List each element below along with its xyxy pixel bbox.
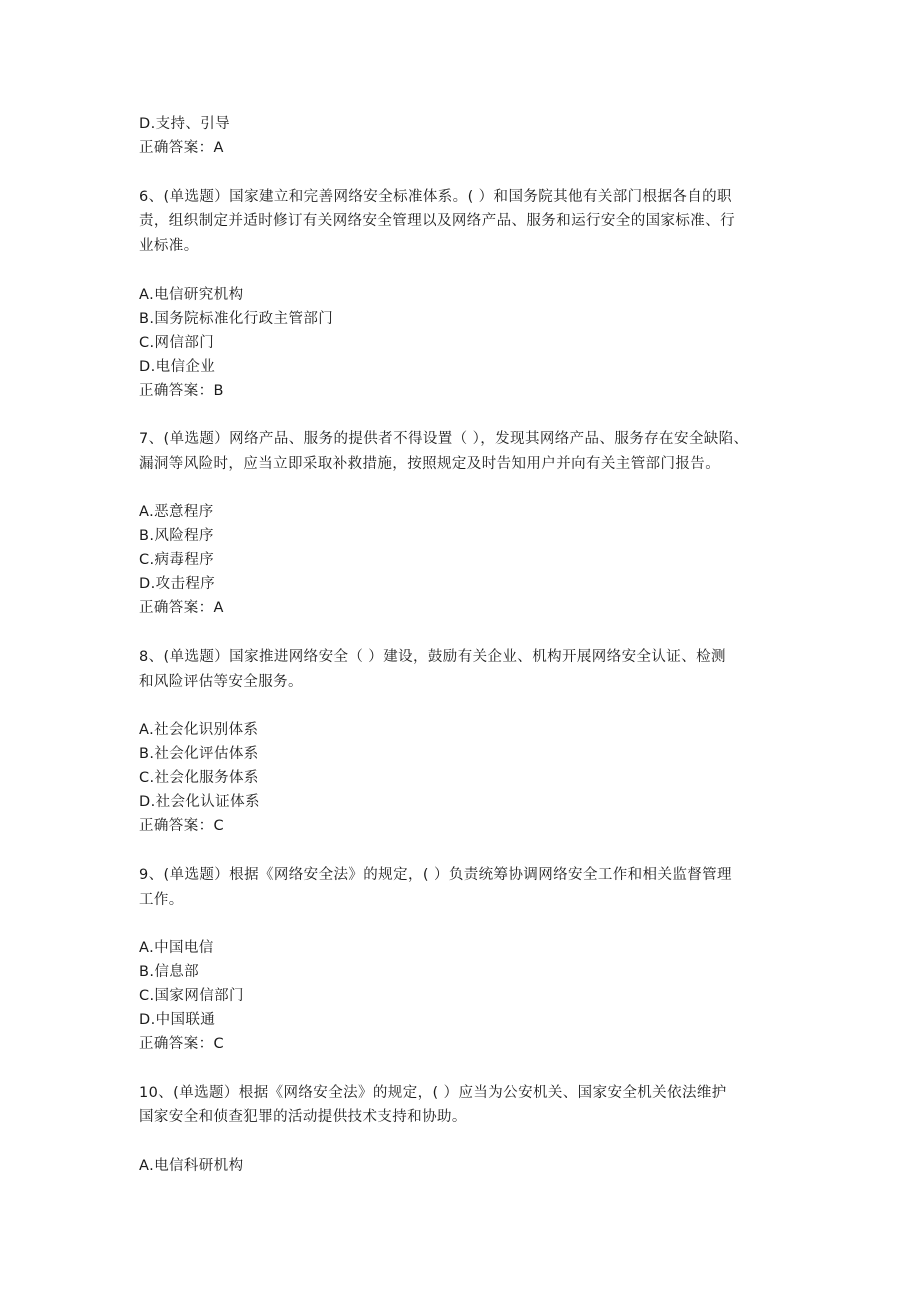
option-c: C.社会化服务体系 [139, 770, 259, 787]
question-text-line: 7、(单选题）网络产品、服务的提供者不得设置（ ），发现其网络产品、服务存在安全缺陷、 [139, 431, 749, 448]
option-b: B.社会化评估体系 [139, 746, 259, 763]
correct-answer: 正确答案：A [139, 140, 224, 156]
correct-answer: 正确答案：C [139, 1036, 225, 1053]
option-a: A.中国电信 [139, 940, 214, 957]
option-b: B.国务院标准化行政主管部门 [139, 310, 334, 327]
question-list [139, 112, 789, 1178]
correct-answer: 正确答案：A [139, 600, 224, 617]
question-block-10 [139, 1081, 789, 1178]
question-block-5-tail [139, 112, 789, 160]
option-c: C.网信部门 [139, 334, 215, 351]
question-text-line: 工作。 [139, 891, 184, 908]
option-b: B.信息部 [139, 964, 200, 981]
question-block-9 [139, 863, 789, 1056]
option-d: D.攻击程序 [139, 576, 216, 593]
option-a: A.社会化识别体系 [139, 722, 259, 739]
question-text-line: 责，组织制定并适时修订有关网络安全管理以及网络产品、服务和运行安全的国家标准、行 [139, 213, 735, 230]
question-text-line: 8、(单选题）国家推进网络安全（ ）建设，鼓励有关企业、机构开展网络安全认证、检测 [139, 648, 726, 665]
option-c: C.国家网信部门 [139, 988, 244, 1005]
option-c: C.病毒程序 [139, 552, 215, 569]
correct-answer: 正确答案：C [139, 818, 225, 835]
option-d: D.电信企业 [139, 358, 216, 375]
question-text-line: 国家安全和侦查犯罪的活动提供技术支持和协助。 [139, 1109, 467, 1126]
question-text-line: 漏洞等风险时，应当立即采取补救措施，按照规定及时告知用户并向有关主管部门报告。 [139, 455, 721, 472]
option-a: A.电信科研机构 [139, 1158, 244, 1175]
question-text-line: 10、(单选题）根据《网络安全法》的规定，( ）应当为公安机关、国家安全机关依法维护 [139, 1084, 727, 1101]
question-text-line: 业标准。 [139, 237, 199, 254]
option-d: D.支持、引导 [139, 116, 231, 132]
option-b: B.风险程序 [139, 528, 214, 545]
question-text-line: 6、(单选题）国家建立和完善网络安全标准体系。( ）和国务院其他有关部门根据各自的职 [139, 188, 732, 205]
question-text-line: 9、(单选题）根据《网络安全法》的规定，( ）负责统筹协调网络安全工作和相关监督管理 [139, 866, 732, 883]
option-d: D.中国联通 [139, 1012, 216, 1029]
question-block-6 [139, 185, 789, 403]
correct-answer: 正确答案：B [139, 382, 224, 399]
option-a: A.恶意程序 [139, 504, 214, 521]
question-block-7 [139, 427, 789, 620]
question-text-line: 和风险评估等安全服务。 [139, 673, 303, 690]
question-block-8 [139, 645, 789, 838]
option-a: A.电信研究机构 [139, 286, 244, 303]
option-d: D.社会化认证体系 [139, 794, 260, 811]
